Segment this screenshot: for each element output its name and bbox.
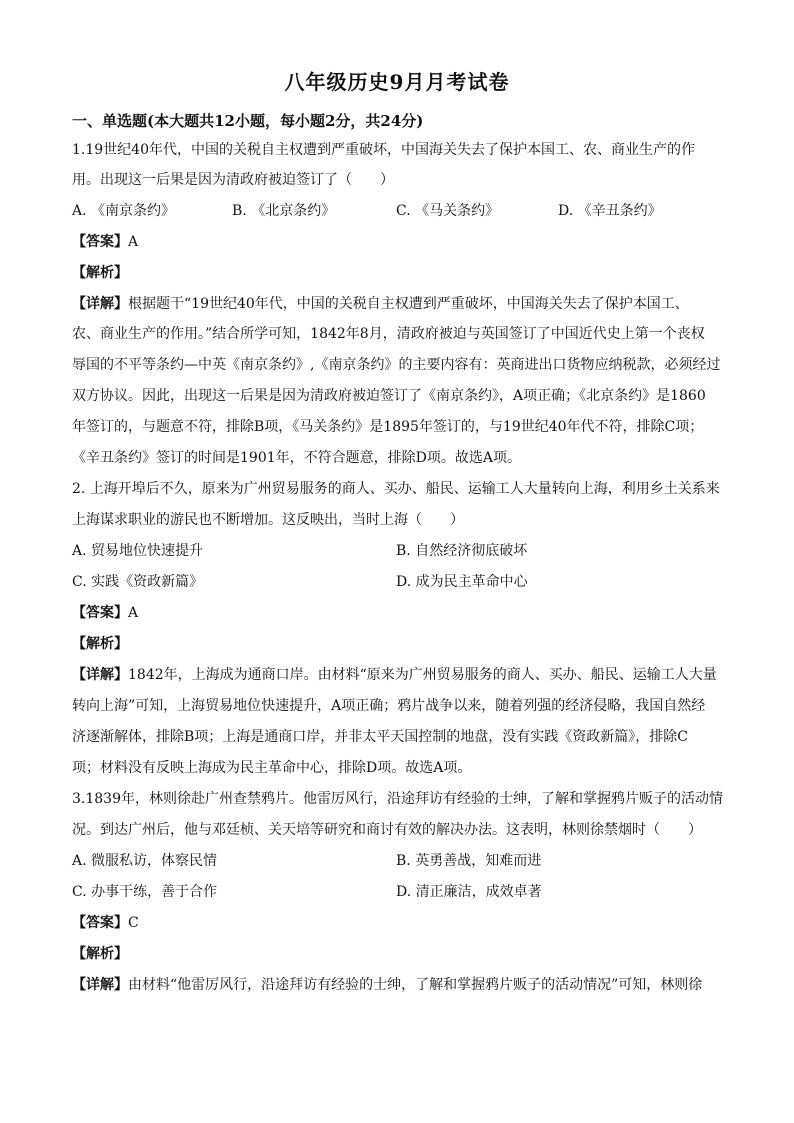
q1-stem-line-1: 1.19世纪40年代，中国的关税自主权遭到严重破坏，中国海关失去了保护本国工、农、商业生产的作 (72, 142, 695, 158)
q3-stem-line-1: 3.1839年，林则徐赴广州查禁鸦片。他雷厉风行，沿途拜访有经验的士绅，了解和掌握鸦片贩子的活动情 (72, 791, 723, 807)
q3-answer (72, 913, 139, 933)
answer-value: A (128, 234, 139, 250)
q2-answer (72, 603, 138, 623)
q3-option-c: C. 办事干练，善于合作 (72, 884, 218, 900)
section-heading: 一、单选题(本大题共12小题，每小题2分，共24分) (72, 112, 424, 130)
q1-analysis-label: 【解析】 (72, 265, 128, 281)
q1-option-c: C. 《马关条约》 (396, 203, 500, 219)
q3-stem-line-2: 况。到达广州后，他与邓廷桢、关天培等研究和商讨有效的解决办法。这表明，林则徐禁烟时（ ） (72, 822, 702, 838)
q2-option-b: B. 自然经济彻底破坏 (396, 543, 528, 559)
q2-option-a: A. 贸易地位快速提升 (72, 543, 204, 559)
q1-option-b: B. 《北京条约》 (232, 203, 336, 219)
q1-detail-line-4: 双方协议。因此，出现这一后果是因为清政府被迫签订了《南京条约》，A项正确；《北京条约》是1860 (72, 388, 706, 404)
answer-value: C (128, 915, 139, 931)
q1-detail-line-2: 农、商业生产的作用。”结合所学可知，1842年8月，清政府被迫与英国签订了中国近代史上第一个丧权 (72, 326, 705, 342)
answer-tag: 【答案】 (72, 915, 128, 931)
detail-tag: 【详解】 (72, 296, 128, 312)
q2-option-c: C. 实践《资政新篇》 (72, 574, 204, 590)
detail-text: 根据题干“19世纪40年代，中国的关税自主权遭到严重破坏，中国海关失去了保护本国工、 (128, 296, 689, 312)
q2-detail-line-4: 项；材料没有反映上海成为民主革命中心，排除D项。故选A项。 (72, 760, 472, 776)
q2-analysis-label: 【解析】 (72, 636, 128, 652)
q1-stem-line-2: 用。出现这一后果是因为清政府被迫签订了（ ） (72, 172, 394, 188)
answer-tag: 【答案】 (72, 605, 128, 621)
answer-value: A (128, 605, 139, 621)
q3-option-d: D. 清正廉洁，成效卓著 (396, 884, 542, 900)
q1-detail-line-6: 《辛丑条约》签订的时间是1901年，不符合题意，排除D项。故选A项。 (72, 450, 521, 466)
q2-option-d: D. 成为民主革命中心 (396, 574, 528, 590)
q1-detail-line-3: 辱国的不平等条约—中英《南京条约》,《南京条约》的主要内容有：英商进出口货物应纳税款，必须经过 (72, 357, 721, 373)
answer-tag: 【答案】 (72, 234, 128, 250)
page-title: 八年级历史9月月考试卷 (284, 70, 510, 94)
q1-answer (72, 232, 138, 252)
detail-text: 由材料“他雷厉风行，沿途拜访有经验的士绅，了解和掌握鸦片贩子的活动情况”可知，林则徐 (128, 977, 703, 993)
q2-stem-line-2: 上海谋求职业的游民也不断增加。这反映出，当时上海（ ） (72, 512, 464, 528)
q1-detail-line-5: 年签订的，与题意不符，排除B项，《马关条约》是1895年签订的，与19世纪40年代不符，排除C项； (72, 419, 704, 435)
q3-detail-line-1 (72, 975, 724, 995)
detail-text: 1842年，上海成为通商口岸。由材料“原来为广州贸易服务的商人、买办、船民、运输工人大量 (128, 667, 717, 683)
q3-option-b: B. 英勇善战，知难而进 (396, 853, 542, 869)
q3-option-a: A. 微服私访，体察民情 (72, 853, 218, 869)
detail-tag: 【详解】 (72, 667, 128, 683)
q3-analysis-label: 【解析】 (72, 946, 128, 962)
q2-detail-line-1 (72, 665, 724, 685)
detail-tag: 【详解】 (72, 977, 128, 993)
q1-detail-line-1 (72, 294, 724, 314)
q2-detail-line-3: 济逐渐解体，排除B项；上海是通商口岸，并非太平天国控制的地盘，没有实践《资政新篇》，排除C (72, 729, 688, 745)
q2-detail-line-2: 转向上海”可知，上海贸易地位快速提升，A项正确；鸦片战争以来，随着列强的经济侵略，我国自然经 (72, 698, 706, 714)
q1-option-a: A. 《南京条约》 (72, 203, 176, 219)
q2-stem-line-1: 2. 上海开埠后不久，原来为广州贸易服务的商人、买办、船民、运输工人大量转向上海，利用乡土关系来 (72, 481, 720, 497)
q1-option-d: D. 《辛丑条约》 (558, 203, 662, 219)
